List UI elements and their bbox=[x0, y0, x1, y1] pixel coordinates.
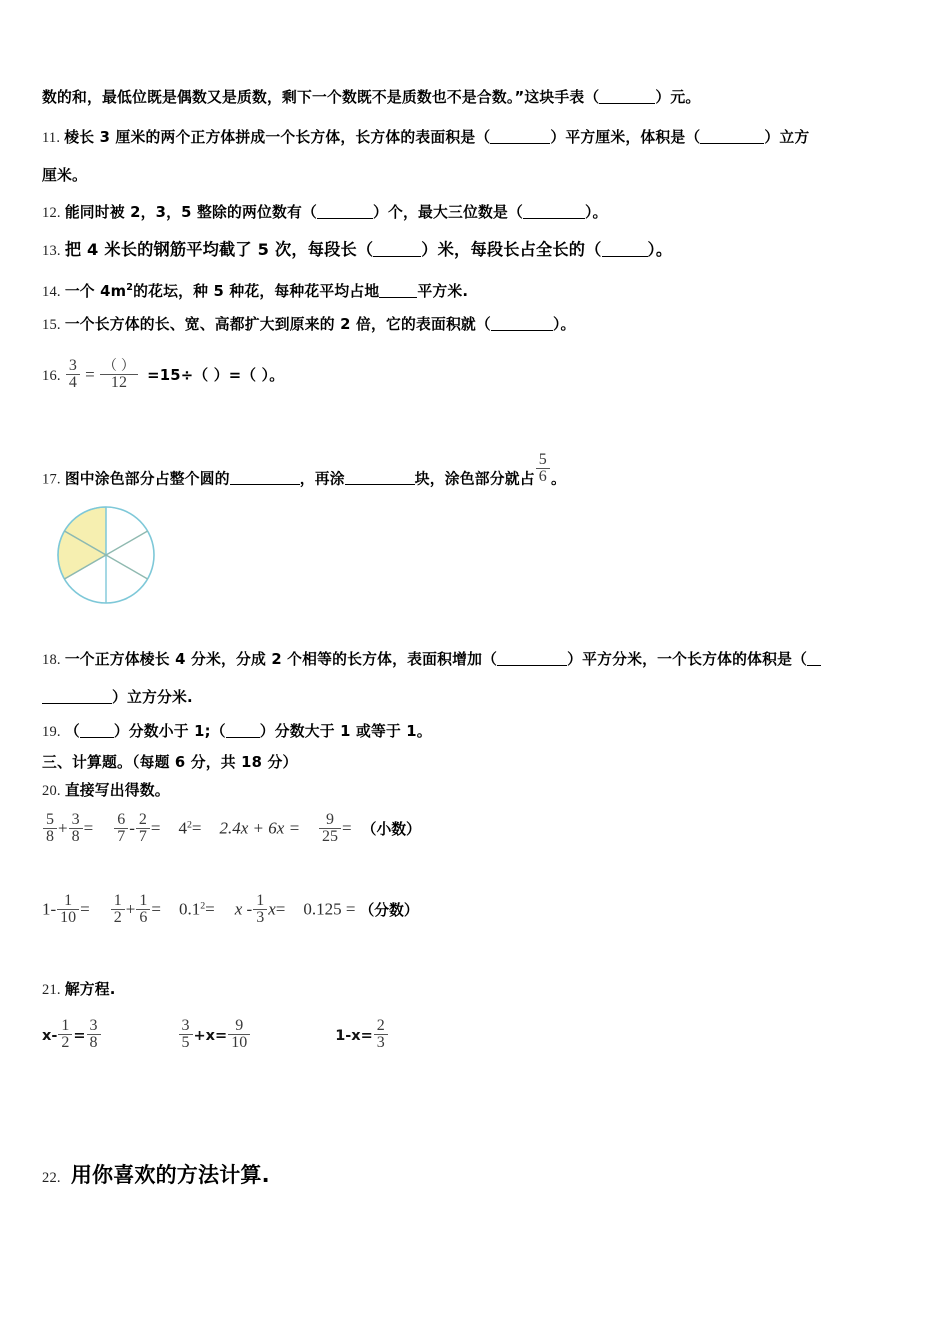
question-21-prompt-text: 解方程. bbox=[64, 981, 116, 998]
answer-blank[interactable] bbox=[317, 218, 373, 219]
question-16-tail: =15÷（ ）=（ ）。 bbox=[147, 366, 285, 384]
question-12-text-a: 能同时被 2，3，5 整除的两位数有（ bbox=[64, 204, 317, 221]
question-14-superscript: 2 bbox=[126, 282, 134, 293]
denominator: 3 bbox=[253, 909, 267, 926]
question-11-text-b: ）平方厘米，体积是（ bbox=[550, 129, 701, 146]
question-17-number: 17. bbox=[42, 471, 61, 488]
answer-blank[interactable] bbox=[373, 256, 421, 257]
question-18-text-b: ）平方分米，一个长方体的体积是（ bbox=[567, 651, 808, 668]
numerator: 1 bbox=[256, 892, 265, 909]
fraction-3-4 bbox=[66, 358, 80, 392]
question-13-number: 13. bbox=[42, 243, 61, 259]
fraction-3-8 bbox=[87, 1018, 101, 1052]
numerator: 1 bbox=[64, 892, 73, 909]
answer-blank[interactable] bbox=[491, 330, 553, 331]
question-16-number: 16. bbox=[42, 367, 61, 384]
continuation-text: 数的和，最低位既是偶数又是质数，剩下一个数既不是质数也不是合数。”这块手表（ bbox=[42, 89, 600, 106]
answer-blank[interactable] bbox=[345, 484, 415, 485]
numerator: 9 bbox=[235, 1017, 244, 1034]
section-3-heading bbox=[42, 753, 922, 773]
answer-blank[interactable] bbox=[230, 484, 300, 485]
operand-x-minus: x - bbox=[234, 899, 253, 919]
continuation-tail: ）元。 bbox=[655, 89, 701, 106]
answer-blank[interactable] bbox=[42, 703, 112, 704]
answer-blank[interactable] bbox=[379, 297, 417, 298]
denominator: 3 bbox=[374, 1034, 388, 1051]
denominator: 12 bbox=[100, 374, 138, 391]
question-16 bbox=[42, 358, 922, 392]
denominator: 8 bbox=[87, 1034, 101, 1051]
section-3-heading-text: 三、计算题。（每题 6 分，共 18 分） bbox=[42, 754, 298, 771]
numerator: 3 bbox=[89, 1017, 98, 1034]
operand-1-minus: 1- bbox=[42, 899, 57, 919]
question-12-text-b: ）个，最大三位数是（ bbox=[372, 204, 523, 221]
question-19-number: 19. bbox=[42, 724, 61, 740]
denominator: 2 bbox=[58, 1034, 72, 1051]
answer-blank[interactable] bbox=[523, 218, 585, 219]
equation-2 bbox=[178, 1017, 252, 1052]
numerator: 6 bbox=[117, 811, 126, 828]
answer-blank[interactable] bbox=[497, 665, 567, 666]
question-11-text-a: 棱长 3 厘米的两个正方体拼成一个长方体，长方体的表面积是（ bbox=[64, 129, 491, 146]
question-17 bbox=[42, 452, 922, 489]
fraction-3-5 bbox=[179, 1018, 193, 1052]
question-22-prompt-text: 用你喜欢的方法计算. bbox=[70, 1163, 270, 1187]
question-21-prompt bbox=[42, 980, 922, 1000]
continuation-line bbox=[42, 88, 922, 108]
answer-blank[interactable] bbox=[807, 665, 821, 666]
question-15-text-a: 一个长方体的长、宽、高都扩大到原来的 2 倍，它的表面积就（ bbox=[64, 316, 491, 333]
fraction-1-2 bbox=[58, 1018, 72, 1052]
operator-plus: + bbox=[125, 899, 136, 919]
expression-2.4x-plus-6x: 2.4x + 6x = bbox=[219, 818, 301, 838]
fraction-1-6 bbox=[136, 893, 150, 927]
question-12-text-c: ）。 bbox=[584, 204, 608, 221]
circle-sixths-svg bbox=[48, 497, 164, 613]
question-18-line2-text: ）立方分米. bbox=[112, 689, 193, 706]
power-exponent: 2 bbox=[186, 819, 192, 831]
equals-sign: = bbox=[205, 899, 215, 919]
numerator: 2 bbox=[376, 1017, 385, 1034]
denominator: 10 bbox=[228, 1034, 250, 1051]
question-11-line-2 bbox=[42, 166, 922, 186]
numerator: 3 bbox=[68, 357, 78, 374]
numerator: 5 bbox=[46, 811, 54, 828]
operator-plus: + bbox=[58, 818, 68, 838]
numerator: 3 bbox=[71, 811, 80, 828]
question-13-text-a: 把 4 米长的钢筋平均截了 5 次，每段长（ bbox=[64, 240, 374, 259]
fraction-6-7 bbox=[114, 812, 128, 846]
power-exponent: 2 bbox=[200, 900, 206, 912]
question-14-text-b: 的花坛，种 5 种花，每种花平均占地 bbox=[133, 283, 380, 301]
numerator: 1 bbox=[139, 892, 148, 909]
denominator: 6 bbox=[136, 909, 150, 926]
denominator: 6 bbox=[536, 468, 550, 485]
denominator: 8 bbox=[69, 828, 83, 845]
numerator: （ ） bbox=[102, 359, 136, 375]
question-19-text-a: （ bbox=[64, 723, 80, 740]
question-19 bbox=[42, 722, 922, 742]
question-14 bbox=[42, 278, 922, 302]
equals-sign: = bbox=[275, 899, 286, 919]
question-14-number: 14. bbox=[42, 284, 61, 301]
question-17-text-c: 块，涂色部分就占 bbox=[414, 470, 535, 488]
denominator: 5 bbox=[179, 1034, 193, 1051]
numerator: 1 bbox=[113, 892, 122, 909]
shaded-circle-figure bbox=[48, 497, 164, 613]
question-21-number: 21. bbox=[42, 982, 61, 998]
fraction-9-10 bbox=[228, 1018, 250, 1052]
question-20-row-1 bbox=[42, 812, 922, 846]
question-11-line2-text: 厘米。 bbox=[42, 167, 87, 184]
denominator: 7 bbox=[136, 828, 150, 845]
question-20-prompt-text: 直接写出得数。 bbox=[64, 782, 170, 799]
question-13 bbox=[42, 240, 922, 261]
operator-minus: - bbox=[129, 818, 135, 838]
fraction-1-10 bbox=[57, 893, 79, 927]
fraction-9-25 bbox=[319, 812, 341, 846]
equation-1 bbox=[42, 1017, 102, 1052]
question-18-line-2 bbox=[42, 688, 922, 708]
question-18-text-a: 一个正方体棱长 4 分米，分成 2 个相等的长方体，表面积增加（ bbox=[64, 651, 498, 668]
question-18-number: 18. bbox=[42, 652, 61, 668]
question-11-number: 11. bbox=[42, 130, 61, 146]
question-13-text-c: ）。 bbox=[647, 240, 673, 259]
question-14-text-c: 平方米. bbox=[417, 283, 469, 301]
question-19-text-c: ）分数大于 1 或等于 1。 bbox=[259, 723, 432, 740]
denominator: 10 bbox=[57, 909, 79, 926]
question-22-number: 22. bbox=[42, 1170, 61, 1186]
equation-3-lead: 1-x= bbox=[335, 1027, 373, 1044]
fraction-2-3 bbox=[374, 1018, 388, 1052]
numerator: 9 bbox=[326, 811, 335, 828]
denominator: 8 bbox=[43, 828, 57, 845]
question-15-number: 15. bbox=[42, 317, 61, 333]
fraction-1-3 bbox=[253, 893, 267, 927]
fraction-blank-12[interactable] bbox=[100, 360, 138, 392]
equals-sign: = bbox=[80, 899, 90, 919]
answer-blank[interactable] bbox=[602, 256, 648, 257]
answer-blank[interactable] bbox=[226, 737, 260, 738]
question-15 bbox=[42, 315, 922, 335]
question-19-text-b: ）分数小于 1;（ bbox=[113, 723, 226, 740]
question-15-text-b: ）。 bbox=[552, 316, 576, 333]
equals-sign: = bbox=[191, 818, 202, 838]
answer-blank[interactable] bbox=[80, 737, 114, 738]
power-base-0.1: 0.1 bbox=[178, 899, 201, 919]
decimal-0.125: 0.125 = bbox=[303, 899, 356, 919]
question-20-prompt bbox=[42, 781, 922, 801]
numerator: 1 bbox=[61, 1017, 70, 1034]
equation-2-mid: +x= bbox=[193, 1027, 228, 1044]
question-22 bbox=[42, 1165, 922, 1188]
equation-3 bbox=[335, 1017, 389, 1052]
numerator: 3 bbox=[181, 1017, 190, 1034]
denominator: 4 bbox=[66, 374, 80, 391]
question-12 bbox=[42, 203, 922, 223]
question-12-number: 12. bbox=[42, 205, 61, 221]
answer-blank[interactable] bbox=[700, 143, 764, 144]
denominator: 2 bbox=[111, 909, 125, 926]
question-17-text-d: 。 bbox=[550, 470, 566, 488]
question-17-text-b: ，再涂 bbox=[299, 470, 345, 488]
equation-1-lead: x- bbox=[42, 1027, 58, 1044]
fraction-3-8 bbox=[69, 812, 83, 846]
question-11-line-1 bbox=[42, 128, 922, 148]
question-18-line-1 bbox=[42, 650, 922, 670]
power-base-4: 4 bbox=[178, 818, 187, 838]
question-21-equations bbox=[42, 1018, 922, 1052]
note-fraction: （分数） bbox=[359, 901, 419, 919]
note-decimal: （小数） bbox=[361, 820, 421, 838]
fraction-2-7 bbox=[136, 812, 150, 846]
question-11-text-c: ）立方 bbox=[764, 129, 810, 146]
question-20-row-2 bbox=[42, 893, 922, 927]
fraction-1-2 bbox=[111, 893, 125, 927]
denominator: 7 bbox=[114, 828, 128, 845]
question-13-text-b: ）米，每段长占全长的（ bbox=[421, 240, 602, 259]
equals-sign-1: = bbox=[85, 364, 95, 384]
denominator: 25 bbox=[319, 828, 341, 845]
numerator: 2 bbox=[138, 811, 147, 828]
equals-sign: = bbox=[83, 818, 94, 838]
answer-blank[interactable] bbox=[490, 143, 550, 144]
numerator: 5 bbox=[538, 451, 547, 468]
fraction-5-8 bbox=[43, 812, 57, 846]
question-20-number: 20. bbox=[42, 783, 61, 799]
answer-blank[interactable] bbox=[599, 103, 655, 104]
question-17-text-a: 图中涂色部分占整个圆的 bbox=[64, 470, 230, 488]
variable-x: x bbox=[268, 899, 276, 919]
fraction-5-6 bbox=[536, 452, 550, 486]
equation-1-mid: = bbox=[73, 1027, 86, 1044]
question-14-text-a: 一个 4m bbox=[64, 283, 127, 301]
equals-sign: = bbox=[151, 899, 161, 919]
equals-sign: = bbox=[342, 818, 352, 838]
equals-sign: = bbox=[150, 818, 161, 838]
